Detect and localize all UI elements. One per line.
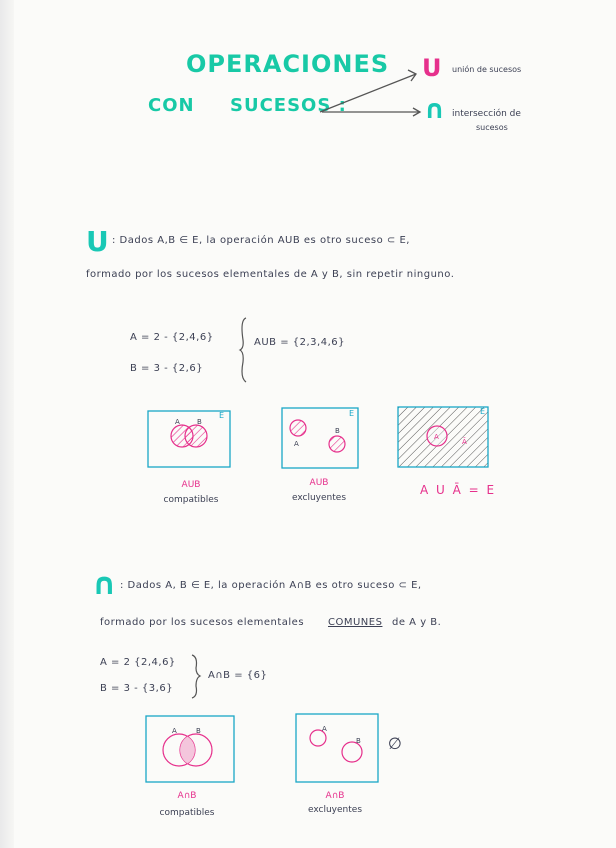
diagram-union-excluyentes <box>282 408 358 468</box>
union-definition-label: unión de sucesos <box>452 65 522 74</box>
empty-set-symbol: ∅ <box>388 734 402 753</box>
diagram-union-complement <box>398 407 488 467</box>
svg-text:A: A <box>175 418 180 426</box>
union-definition-line-2: formado por los sucesos elementales de A y B, sin repetir ninguno. <box>86 269 455 280</box>
diagram-2-subcaption: excluyentes <box>291 493 347 503</box>
svg-text:A: A <box>294 440 299 448</box>
diagram-1-subcaption: compatibles <box>163 495 219 505</box>
intersection-example-bracket <box>192 655 200 698</box>
intersection-definition-line-2-pre: formado por los sucesos elementales <box>100 617 305 628</box>
union-definition-line-1: : Dados A,B ∈ E, la operación AUB es otro suceso ⊂ E, <box>112 235 410 246</box>
union-example-result: AUB = {2,3,4,6} <box>254 337 345 348</box>
diagram-intersection-compatibles <box>146 716 234 782</box>
intersection-example-b: B = 3 - {3,6} <box>100 683 174 694</box>
intersection-symbol-title: ∩ <box>424 95 446 125</box>
svg-text:E: E <box>349 409 355 418</box>
svg-text:B: B <box>356 737 361 745</box>
intersection-definition-label-2: sucesos <box>476 123 508 132</box>
title-line-1: OPERACIONES <box>186 50 390 78</box>
union-example-a: A = 2 - {2,4,6} <box>130 332 214 343</box>
diagram-3-caption: A U Ā = E <box>420 483 497 497</box>
union-example-b: B = 3 - {2,6} <box>130 363 204 374</box>
svg-text:Ā: Ā <box>462 438 467 446</box>
svg-text:A: A <box>172 727 177 735</box>
intersection-definition-line-2-post: de A y B. <box>392 617 442 628</box>
diagram-intersection-excluyentes <box>296 714 378 782</box>
svg-text:B: B <box>196 727 201 735</box>
svg-text:E: E <box>219 411 225 420</box>
diagram-union-compatibles <box>148 411 230 467</box>
svg-text:B: B <box>335 427 340 435</box>
intersection-example-a: A = 2 {2,4,6} <box>100 657 176 668</box>
diagram-4-subcaption: compatibles <box>159 808 215 818</box>
diagram-5-subcaption: excluyentes <box>307 805 363 815</box>
svg-text:A: A <box>322 725 327 733</box>
svg-text:E: E <box>480 407 486 416</box>
diagram-2-caption: AUB <box>309 478 329 488</box>
diagram-5-caption: A∩B <box>325 791 345 801</box>
union-section-symbol: U <box>86 225 109 258</box>
intersection-example-result: A∩B = {6} <box>208 670 268 681</box>
title-arrows <box>320 70 420 116</box>
union-symbol-title: U <box>422 54 442 82</box>
intersection-definition-emphasis: COMUNES <box>328 617 383 628</box>
union-example-bracket <box>240 318 246 382</box>
svg-text:A: A <box>434 433 439 441</box>
diagram-1-caption: AUB <box>181 480 201 490</box>
svg-text:B: B <box>197 418 202 426</box>
intersection-definition-label: intersección de <box>452 109 521 119</box>
title-line-3: SUCESOS : <box>230 95 347 116</box>
title-line-2: CON <box>148 95 195 116</box>
diagram-4-caption: A∩B <box>177 791 197 801</box>
intersection-definition-line-1: : Dados A, B ∈ E, la operación A∩B es otro suceso ⊂ E, <box>120 580 422 591</box>
intersection-section-symbol: ∩ <box>92 567 117 602</box>
